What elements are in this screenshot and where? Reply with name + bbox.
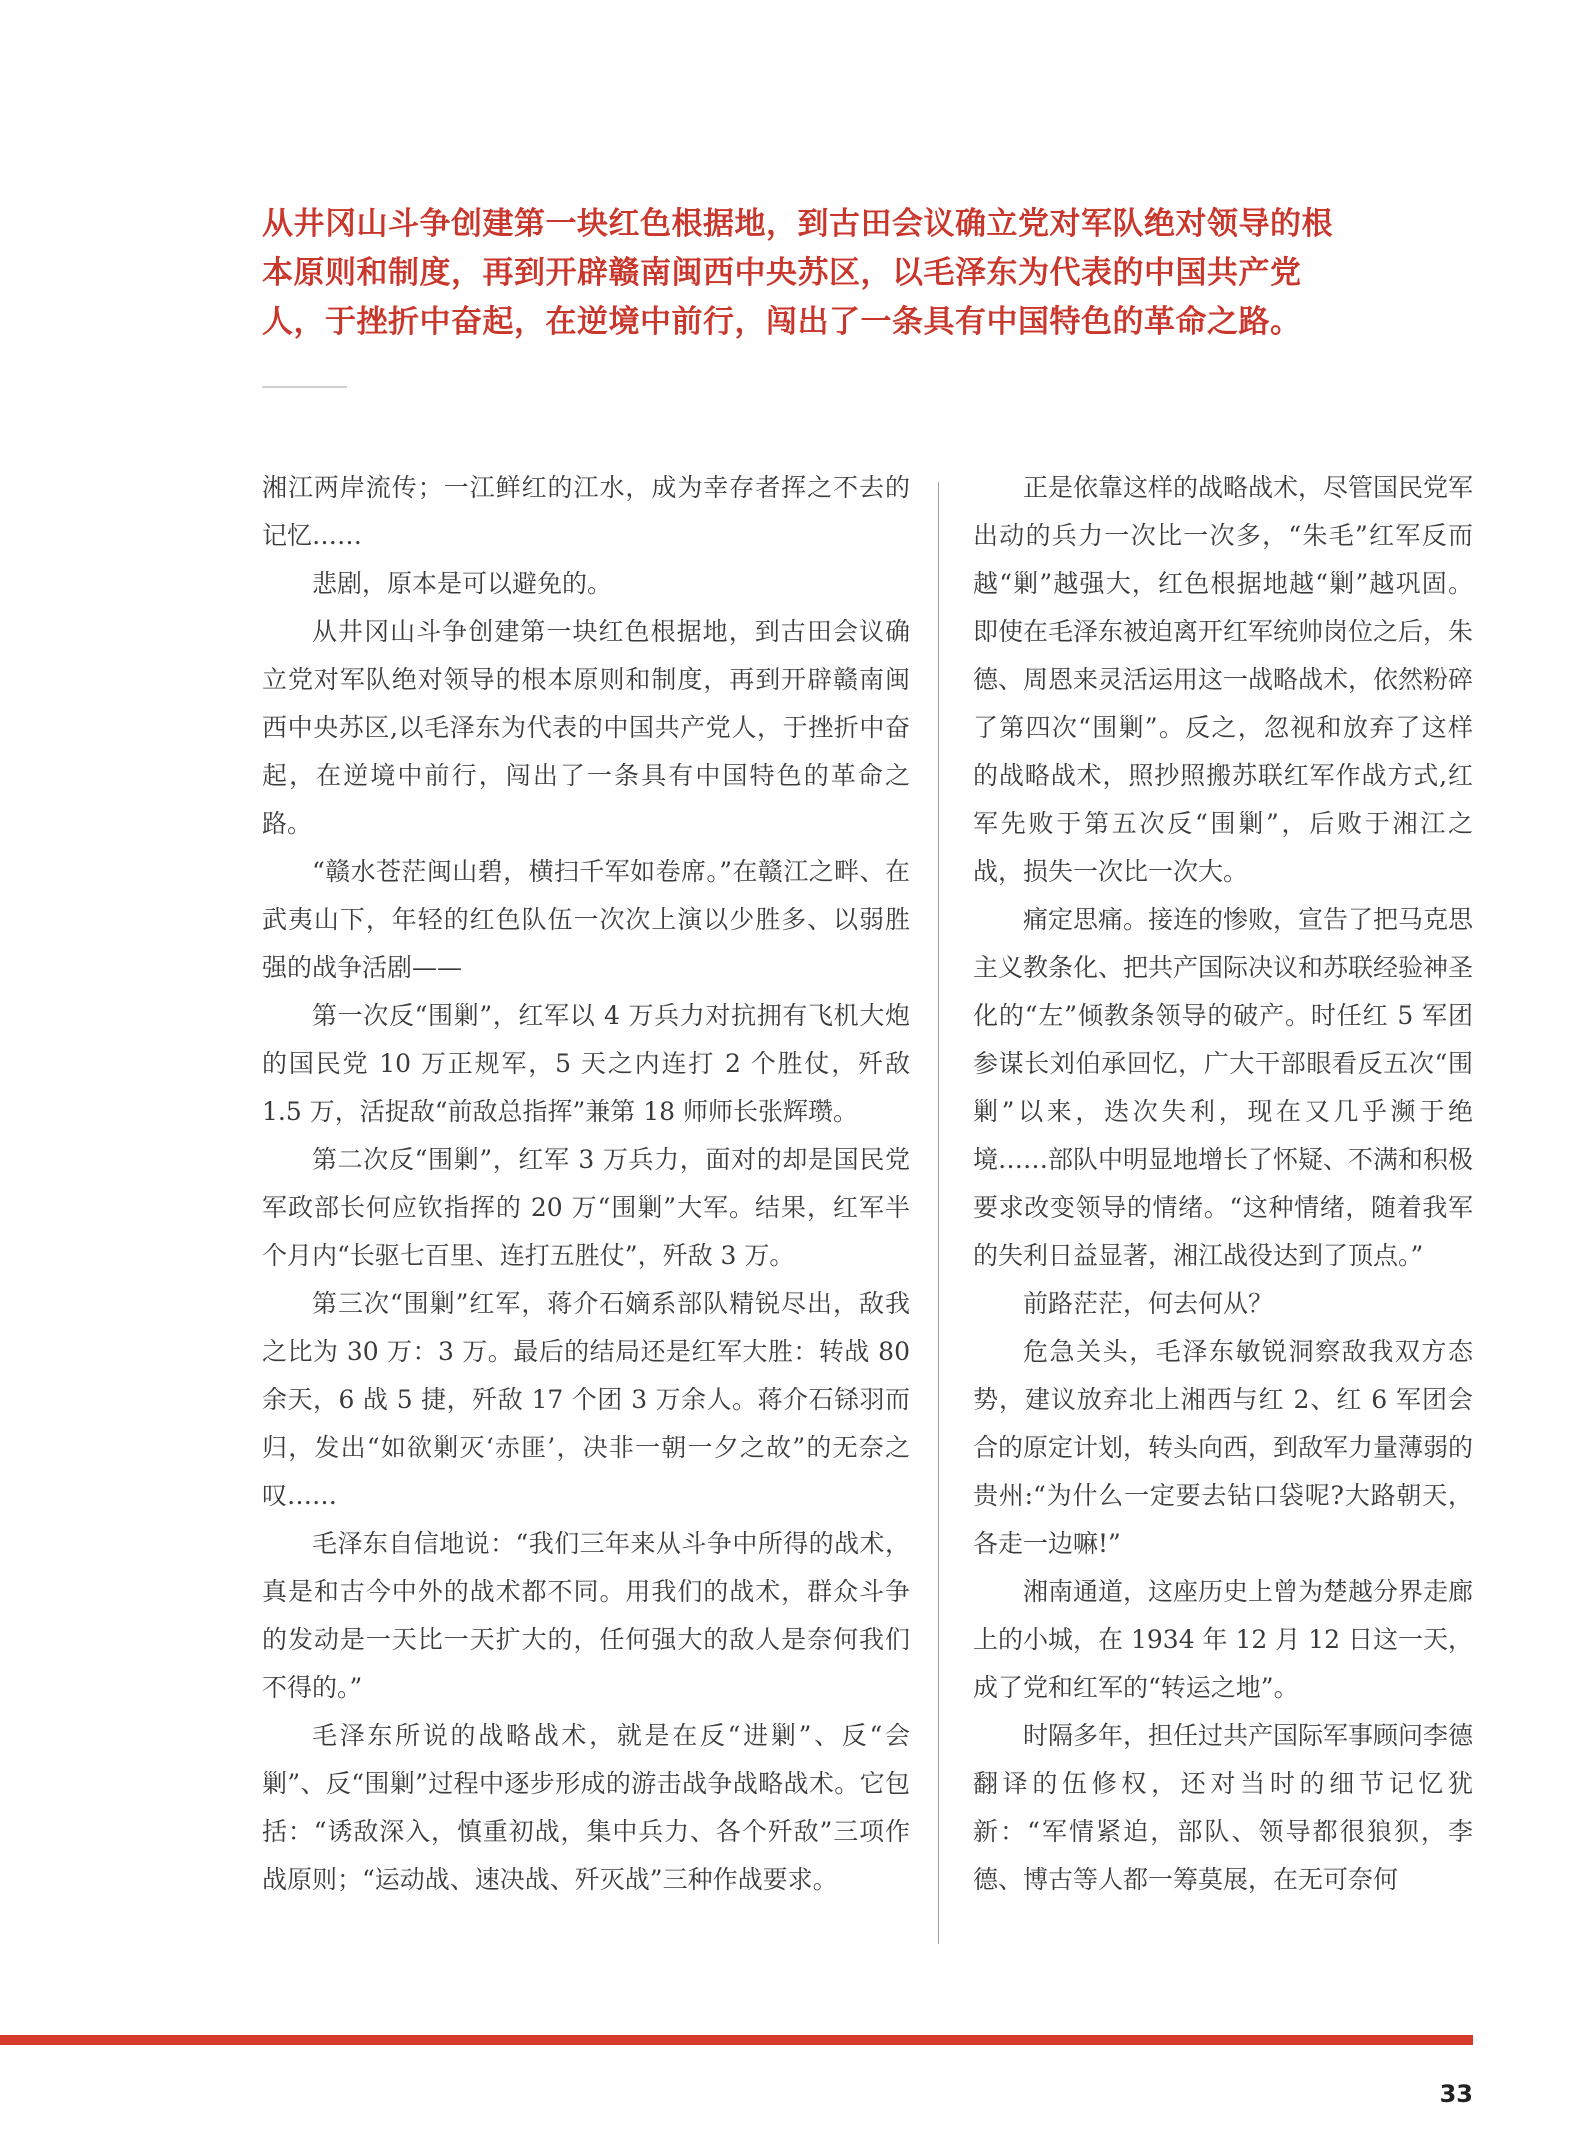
body-paragraph: 痛定思痛。接连的惨败，宣告了把马克思主义教条化、把共产国际决议和苏联经验神圣化的“左”倾教条领导的破产。时任红 5 军团参谋长刘伯承回忆，广大干部眼看反五次“围剿”以来，迭次失利，现在又几乎濒于绝境……部队中明显地增长了怀疑、不满和积极要求改变领导的情绪。“这种情绪，随着我军的失利日益显著，湘江战役达到了顶点。” xyxy=(973,905,1474,1270)
pull-quote: 从井冈山斗争创建第一块红色根据地，到古田会议确立党对军队绝对领导的根本原则和制度，再到开辟赣南闽西中央苏区，以毛泽东为代表的中国共产党人，于挫折中奋起，在逆境中前行，闯出了一条具有中国特色的革命之路。 xyxy=(262,206,1333,340)
left-text-column xyxy=(262,464,910,1904)
body-paragraph: 湘南通道，这座历史上曾为楚越分界走廊上的小城，在 1934 年 12 月 12 日这一天，成了党和红军的“转运之地”。 xyxy=(973,1577,1474,1702)
body-paragraph: 前路茫茫，何去何从？ xyxy=(1023,1289,1274,1318)
body-paragraph: 毛泽东自信地说：“我们三年来从斗争中所得的战术，真是和古今中外的战术都不同。用我们的战术，群众斗争的发动是一天比一天扩大的，任何强大的敌人是奈何我们不得的。” xyxy=(262,1529,910,1702)
body-paragraph: “赣水苍茫闽山碧，横扫千军如卷席。”在赣江之畔、在武夷山下，年轻的红色队伍一次次上演以少胜多、以弱胜强的战争活剧—— xyxy=(262,857,910,982)
body-paragraph: 危急关头，毛泽东敏锐洞察敌我双方态势，建议放弃北上湘西与红 2、红 6 军团会合的原定计划，转头向西，到敌军力量薄弱的贵州:“为什么一定要去钻口袋呢?大路朝天，各走一边嘛!” xyxy=(973,1337,1474,1558)
body-paragraph: 时隔多年，担任过共产国际军事顾问李德翻译的伍修权，还对当时的细节记忆犹新：“军情紧迫，部队、领导都很狼狈，李德、博古等人都一筹莫展，在无可奈何 xyxy=(973,1721,1474,1894)
body-paragraph: 第一次反“围剿”，红军以 4 万兵力对抗拥有飞机大炮的国民党 10 万正规军，5 天之内连打 2 个胜仗，歼敌 1.5 万，活捉敌“前敌总指挥”兼第 18 师师长张辉瓒。 xyxy=(262,1001,910,1126)
body-paragraph: 湘江两岸流传；一江鲜红的江水，成为幸存者挥之不去的记忆…… xyxy=(262,473,910,550)
body-paragraph: 毛泽东所说的战略战术，就是在反“进剿”、反“会剿”、反“围剿”过程中逐步形成的游击战争战略战术。它包括：“诱敌深入，慎重初战，集中兵力、各个歼敌”三项作战原则；“运动战、速决战、歼灭战”三种作战要求。 xyxy=(262,1721,910,1894)
body-paragraph: 正是依靠这样的战略战术，尽管国民党军出动的兵力一次比一次多，“朱毛”红军反而越“剿”越强大，红色根据地越“剿”越巩固。即使在毛泽东被迫离开红军统帅岗位之后，朱德、周恩来灵活运用这一战略战术，依然粉碎了第四次“围剿”。反之，忽视和放弃了这样的战略战术，照抄照搬苏联红军作战方式,红军先败于第五次反“围剿”，后败于湘江之战，损失一次比一次大。 xyxy=(973,473,1474,886)
body-paragraph: 第二次反“围剿”，红军 3 万兵力，面对的却是国民党军政部长何应钦指挥的 20 万“围剿”大军。结果，红军半个月内“长驱七百里、连打五胜仗”，歼敌 3 万。 xyxy=(262,1145,910,1270)
footer-accent-bar xyxy=(0,2035,1473,2045)
body-paragraph: 悲剧，原本是可以避免的。 xyxy=(312,569,613,598)
right-text-column xyxy=(973,464,1473,1904)
pull-quote-divider xyxy=(262,386,347,388)
column-divider xyxy=(938,482,939,1944)
body-paragraph: 第三次“围剿”红军，蒋介石嫡系部队精锐尽出，敌我之比为 30 万：3 万。最后的结局还是红军大胜：转战 80 余天，6 战 5 捷，歼敌 17 个团 3 万余人。蒋介石铩羽而归，发出“如欲剿灭‘赤匪’，决非一朝一夕之故”的无奈之叹…… xyxy=(262,1289,910,1510)
page-number: 33 xyxy=(1439,2080,1473,2108)
body-paragraph: 从井冈山斗争创建第一块红色根据地，到古田会议确立党对军队绝对领导的根本原则和制度，再到开辟赣南闽西中央苏区,以毛泽东为代表的中国共产党人，于挫折中奋起，在逆境中前行，闯出了一条具有中国特色的革命之路。 xyxy=(262,617,910,838)
